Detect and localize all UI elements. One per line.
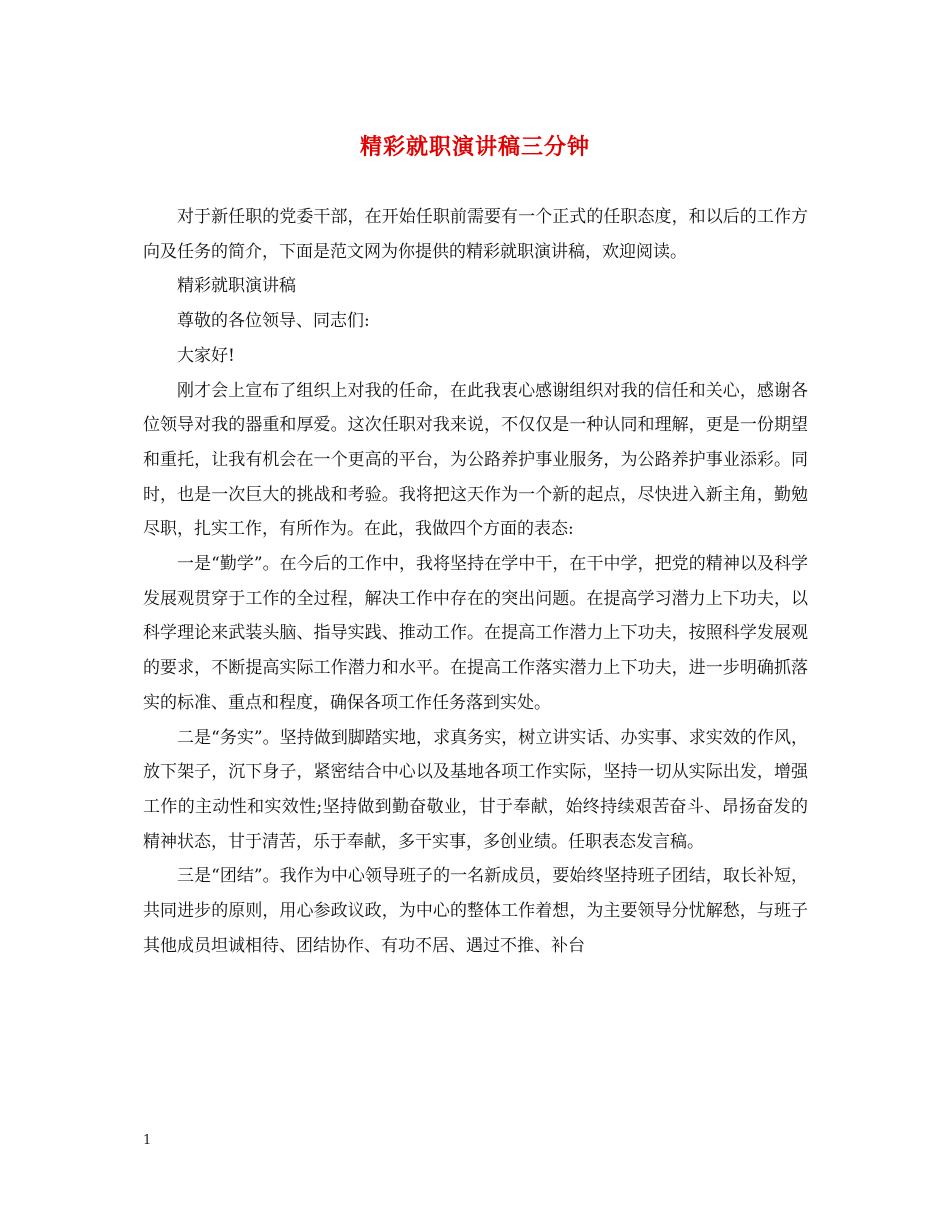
paragraph-point-one: 一是“勤学”。在今后的工作中，我将坚持在学中干，在干中学，把党的精神以及科学发展观贯穿于工作的全过程，解决工作中存在的突出问题。在提高学习潜力上下功夫，以科学理论来武装头脑、指导实践、推动工作。在提高工作潜力上下功夫，按照科学发展观的要求，不断提高实际工作潜力和水平。在提高工作落实潜力上下功夫，进一步明确抓落实的标准、重点和程度，确保各项工作任务落到实处。 <box>143 554 808 713</box>
paragraph-subtitle: 精彩就职演讲稿 <box>177 276 296 297</box>
paragraph-point-two: 二是“务实”。坚持做到脚踏实地，求真务实，树立讲实话、办实事、求实效的作风，放下架子，沉下身子，紧密结合中心以及基地各项工作实际，坚持一切从实际出发，增强工作的主动性和实效性;坚持做到勤奋敬业，甘于奉献，始终持续艰苦奋斗、昂扬奋发的精神状态，甘于清苦，乐于奉献，多干实事，多创业绩。任职表态发言稿。 <box>143 727 808 852</box>
paragraph-intro: 对于新任职的党委干部，在开始任职前需要有一个正式的任职态度，和以后的工作方向及任务的简介，下面是范文网为你提供的精彩就职演讲稿，欢迎阅读。 <box>143 207 808 262</box>
document-title: 精彩就职演讲稿三分钟 <box>359 134 590 160</box>
paragraph-appointment: 刚才会上宣布了组织上对我的任命，在此我衷心感谢组织对我的信任和关心，感谢各位领导对我的器重和厚爱。这次任职对我来说，不仅仅是一种认同和理解，更是一份期望和重托，让我有机会在一个更高的平台，为公路养护事业服务，为公路养护事业添彩。同时，也是一次巨大的挑战和考验。我将把这天作为一个新的起点，尽快进入新主角，勤勉尽职，扎实工作，有所作为。在此，我做四个方面的表态: <box>143 380 808 540</box>
document-body <box>143 200 808 963</box>
page-number: 1 <box>143 1133 152 1148</box>
paragraph-point-three: 三是“团结”。我作为中心领导班子的一名新成员，要始终坚持班子团结，取长补短，共同进步的原则，用心参政议政，为中心的整体工作着想，为主要领导分忧解愁，与班子其他成员坦诚相待、团结协作、有功不居、遇过不推、补台 <box>143 866 808 956</box>
paragraph-greeting: 大家好! <box>177 345 235 366</box>
paragraph-salutation: 尊敬的各位领导、同志们: <box>177 311 370 332</box>
